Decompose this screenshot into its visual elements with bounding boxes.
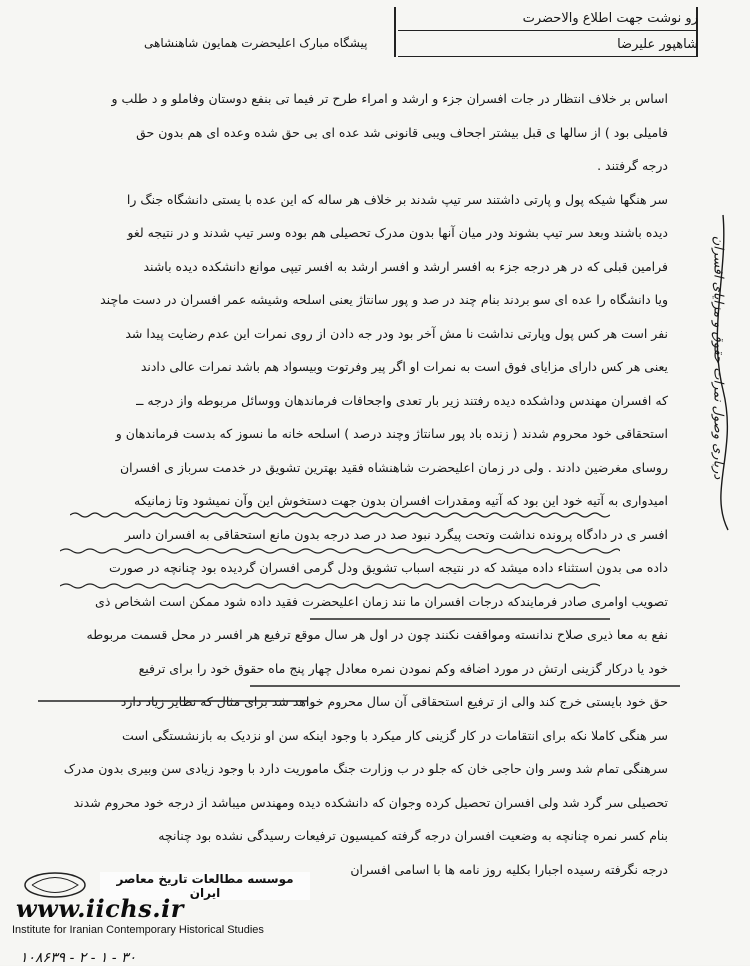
letter-line: امیدواری به آتیه خود این بود که آتیه ومقدرات افسران بدون جهت دستخوش این وآن نمیشود وتا زمانیکه [134, 493, 668, 508]
margin-bracket [668, 210, 738, 540]
archive-url: www.iichs.ir [16, 894, 184, 923]
margin-note-text: درباری وصول نمرات حقوق و مزایای افسران [710, 235, 726, 480]
letter-line: تحصیلی سر گرد شد ولی افسران تحصیل کرده وجوان که دانشکده دیده ومهندس میباشد از درجه خود محروم شدند [73, 794, 668, 810]
handwritten-wavy-underline [60, 547, 620, 555]
letter-line: داده می بدون استثناء داده میشد که در نتیجه اسباب تشویق ودل گرمی افسران گردیده بود چنانچه در صورت [108, 560, 668, 575]
letter-line: فامیلی بود ) از سالها ی قبل بیشتر اجحاف ویبی قانونی شد عده ای بی حق شده وعده ای هم بدون حق [136, 124, 668, 140]
cc-line-1: رو نوشت جهت اطلاع والاحضرت [522, 11, 698, 26]
letter-line: سرهنگی تمام شد وسر وان حاجی خان که جلو در ب وزارت جنگ ماموریت دارد با وجود زیادی سن وبیری بدون مدرک [63, 761, 668, 776]
letter-line: افسر ی در دادگاه پرونده نداشت وتحت پیگرد نبود صد در صد درجه بدون مانع استحقاقی به افسران داسر [124, 526, 668, 542]
letter-body [58, 82, 668, 886]
letter-line: اساس بر خلاف انتظار در جات افسران جزء و ارشد و امراء طرح تر فیما تی بنفع دوستان وفاملو و د طلب و [111, 91, 668, 106]
letter-line: حق خود بایستی خرج کند والی از ترفیع استحقاقی آن سال محروم خواهد شد برای مثال که نظایر زیاد دارد [120, 694, 668, 709]
cc-line-2: شاهپور علیرضا [617, 37, 698, 52]
handwritten-wavy-underline [60, 582, 600, 590]
letter-line: خود یا درکار گزینی ارتش در مورد اضافه وکم نمودن نمره معادل چهار پنج ماه حقوق خود را برای ترفیع [138, 660, 668, 676]
letter-line: استحقاقی خود محروم شدند ( زنده باد پور سانتاژ وچند درصد ) اسلحه خانه ما نسوز که بدست فرماندهان و [115, 426, 668, 441]
handwritten-underline [250, 683, 680, 689]
document-salutation: پیشگاه مبارک اعلیحضرت همایون شاهنشاهی [144, 36, 368, 50]
archive-name-fa: موسسه مطالعات تاریخ معاصر ایران [100, 872, 310, 900]
letter-line: روسای مغرضین دادند . ولی در زمان اعلیحضرت شاهنشاه فقید بهترین تشویق در خدمت سرباز ی افسران [119, 459, 668, 475]
letter-line: نفع به معا ذیری صلاح ندانسته ومواقفت نکنند چون در اول هر سال موقع ترفیع هر افسر در محل قسمت مربوطه [86, 627, 668, 642]
archive-watermark [10, 872, 340, 962]
header-bottom-rule [398, 56, 698, 57]
letter-line: نفر است هر کس پول وپارتی نداشت نا مش آخر بود ودر جه دادن از روی نمرات این عدم رضایت پیدا شد [125, 325, 668, 341]
handwritten-underline [310, 616, 610, 622]
letter-line: که افسران مهندس وداشکده دیده رفتند زیر بار تعدی واجحافات فرماندهان ووسائل مربوطه واز درجه ــ [136, 392, 668, 408]
letter-line: تصویب اوامری صادر فرمایندکه درجات افسران ما نند زمان اعلیحضرت فقید داده شود ممکن است اشخاص ذی [95, 593, 668, 609]
letter-line: درجه گرفتند . [597, 158, 668, 173]
handwritten-wavy-underline [70, 511, 610, 519]
letter-line: دیده باشند وبعد سر تیپ بشوند ودر میان آنها بدون مدرک تحصیلی هم بوده وسر تیپ شدند و در نتیجه لغو [127, 225, 668, 240]
letter-line: درجه نگرفته رسیده اجبارا بکلیه روز نامه ها با اسامی افسران [350, 861, 668, 877]
handwritten-margin-note [668, 210, 738, 540]
letter-line: فرامین قبلی که در هر درجه جزء به افسر ارشد و افسر ارشد به افسر تیپی موانع دانشکده دیده باشند [143, 258, 668, 274]
letter-line: بنام کسر نمره چنانچه به وضعیت افسران درجه گرفته کمیسیون ترفیعات رسیدگی نشده بود چنانچه [158, 828, 668, 843]
letter-line: ویا دانشگاه را عده ای سو بردند بنام چند در صد و پور سانتاژ یعنی اسلحه وشیشه عمر افسران در دست ماچند [100, 292, 668, 307]
archive-name-en: Institute for Iranian Contemporary Historical Studies [12, 924, 264, 936]
letter-line: سر هنگی کاملا نکه برای انتقامات در کار گزینی کار میکرد با وجود اینکه سن او نزدیک به بازنشستگی است [122, 727, 668, 743]
handwritten-underline [38, 698, 308, 704]
letter-line: سر هنگها شیکه پول و پارتی داشتند سر تیپ شدند بر خلاف هر ساله که این عده با یستی دانشگاه جنگ را [126, 191, 668, 207]
document-number: ۱۰۸۶۳۹ - ۲ - ۱ - ۳۰ [20, 950, 137, 966]
letter-line: یعنی هر کس دارای مزایای فوق است به نمرات او اگر پیر وفرتوت وبیسواد هم باشد نمرات عالی دادند [140, 359, 668, 374]
